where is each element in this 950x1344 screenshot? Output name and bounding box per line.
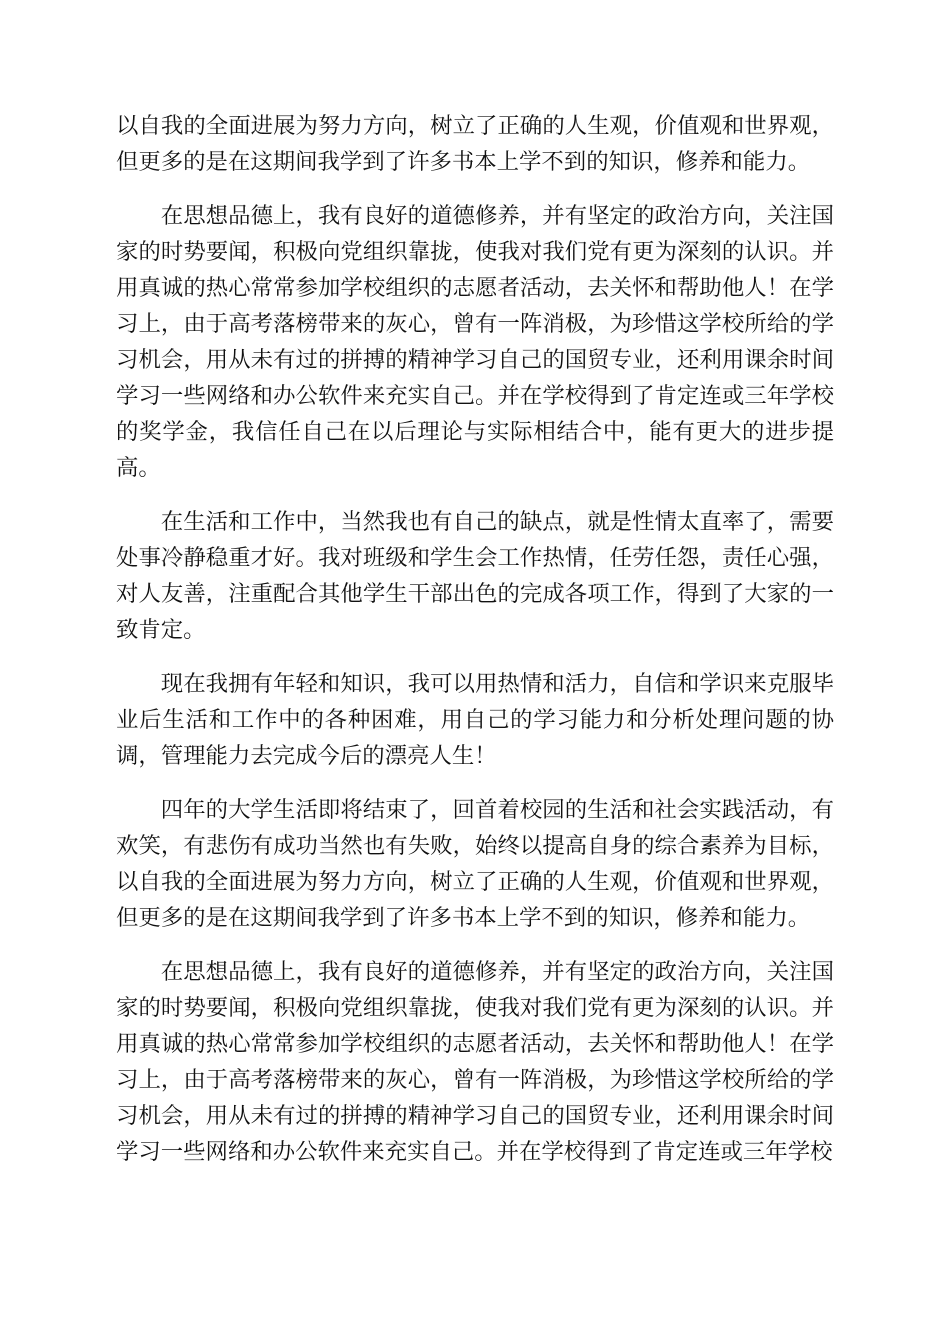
paragraph-continued: 以自我的全面进展为努力方向，树立了正确的人生观，价值观和世界观，但更多的是在这期间我学到了许多书本上学不到的知识，修养和能力。 <box>116 113 834 175</box>
paragraph-future: 现在我拥有年轻和知识，我可以用热情和活力，自信和学识来克服毕业后生活和工作中的各种困难，用自己的学习能力和分析处理问题的协调，管理能力去完成今后的漂亮人生！ <box>116 671 834 769</box>
paragraph-moral-character-repeat: 在思想品德上，我有良好的道德修养，并有坚定的政治方向，关注国家的时势要闻，积极向党组织靠拢，使我对我们党有更为深刻的认识。并用真诚的热心常常参加学校组织的志愿者活动，去关怀和帮助他人！在学习上，由于高考落榜带来的灰心，曾有一阵消极，为珍惜这学校所给的学习机会，用从未有过的拼搏的精神学习自己的国贸专业，还利用课余时间学习一些网络和办公软件来充实自己。并在学校得到了肯定连或三年学校 <box>116 959 834 1165</box>
paragraph-moral-character: 在思想品德上，我有良好的道德修养，并有坚定的政治方向，关注国家的时势要闻，积极向党组织靠拢，使我对我们党有更为深刻的认识。并用真诚的热心常常参加学校组织的志愿者活动，去关怀和帮助他人！在学习上，由于高考落榜带来的灰心，曾有一阵消极，为珍惜这学校所给的学习机会，用从未有过的拼搏的精神学习自己的国贸专业，还利用课余时间学习一些网络和办公软件来充实自己。并在学校得到了肯定连或三年学校的奖学金，我信任自己在以后理论与实际相结合中，能有更大的进步提高。 <box>116 203 834 481</box>
paragraph-life-and-work: 在生活和工作中，当然我也有自己的缺点，就是性情太直率了，需要处事冷静稳重才好。我对班级和学生会工作热情，任劳任怨，责任心强，对人友善，注重配合其他学生干部出色的完成各项工作，得到了大家的一致肯定。 <box>116 509 834 643</box>
document-body <box>116 108 834 1188</box>
paragraph-university-life: 四年的大学生活即将结束了，回首着校园的生活和社会实践活动，有欢笑，有悲伤有成功当然也有失败，始终以提高自身的综合素养为目标，以自我的全面进展为努力方向，树立了正确的人生观，价值观和世界观，但更多的是在这期间我学到了许多书本上学不到的知识，修养和能力。 <box>116 797 834 931</box>
